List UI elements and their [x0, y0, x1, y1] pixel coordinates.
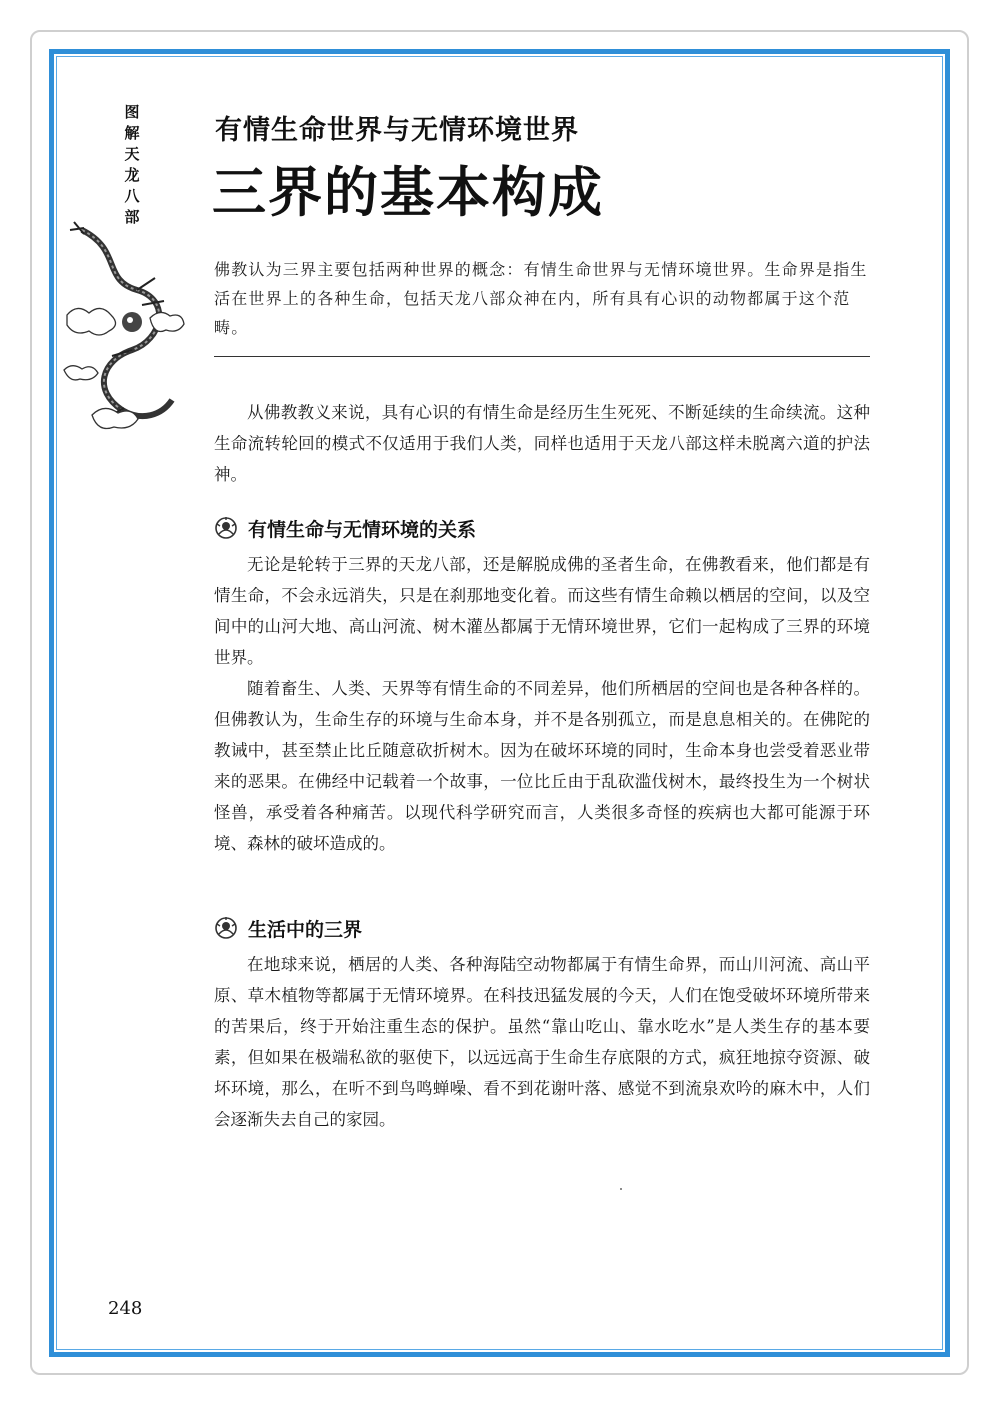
page-subtitle: 有情生命世界与无情环境世界: [215, 115, 579, 146]
book-title-char: 龙: [124, 166, 140, 184]
body-paragraph: 无论是轮转于三界的天龙八部，还是解脱成佛的圣者生命，在佛教看来，他们都是有情生命，不会永远消失，只是在刹那地变化着。而这些有情生命赖以栖居的空间，以及空间中的山河大地、高山河流、树木灌丛都属于无情环境世界，它们一起构成了三界的环境世界。: [214, 555, 870, 667]
book-title-char: 八: [124, 187, 140, 205]
body-paragraph: 在地球来说，栖居的人类、各种海陆空动物都属于有情生命界，而山川河流、高山平原、草木植物等都属于无情环境界。在科技迅猛发展的今天，人们在饱受破坏环境所带来的苦果后，终于开始注重生态的保护。虽然“靠山吃山、靠水吃水”是人类生存的基本要素，但如果在极端私欲的驱使下，以远远高于生命生存底限的方式，疯狂地掠夺资源、破坏环境，那么，在听不到鸟鸣蝉噪、看不到花谢叶落、感觉不到流泉欢吟的麻木中，人们会逐渐失去自己的家园。: [214, 955, 870, 1129]
lotus-emblem-icon: [214, 916, 238, 940]
speck: [620, 1188, 622, 1190]
book-title-char: 图: [124, 103, 140, 121]
section-heading: [214, 513, 476, 543]
body-paragraph: 从佛教教义来说，具有心识的有情生命是经历生生死死、不断延续的生命续流。这种生命流转轮回的模式不仅适用于我们人类，同样也适用于天龙八部这样未脱离六道的护法神。: [214, 403, 870, 484]
lotus-emblem-icon: [214, 516, 238, 540]
page-title: 三界的基本构成: [212, 160, 604, 224]
book-title-char: 部: [124, 208, 140, 226]
section-heading-text: 有情生命与无情环境的关系: [248, 518, 477, 541]
body-paragraph: 随着畜生、人类、天界等有情生命的不同差异，他们所栖居的空间也是各种各样的。但佛教认为，生命生存的环境与生命本身，并不是各别孤立，而是息息相关的。在佛陀的教诫中，甚至禁止比丘随意砍折树木。因为在破坏环境的同时，生命本身也尝受着恶业带来的恶果。在佛经中记载着一个故事，一位比丘由于乱砍滥伐树木，最终投生为一个树状怪兽，承受着各种痛苦。以现代科学研究而言，人类很多奇怪的疾病也大都可能源于环境、森林的破坏造成的。: [214, 679, 870, 853]
dragon-illustration: [62, 210, 192, 440]
section-heading: [214, 913, 362, 943]
book-title-char: 天: [124, 145, 140, 163]
section-divider: [214, 356, 870, 357]
page-number: 248: [108, 1298, 143, 1319]
intro-summary: 佛教认为三界主要包括两种世界的概念：有情生命世界与无情环境世界。生命界是指生活在世界上的各种生命，包括天龙八部众神在内，所有具有心识的动物都属于这个范畴。: [214, 260, 868, 337]
book-title-char: 解: [124, 124, 140, 142]
section-heading-text: 生活中的三界: [248, 918, 363, 941]
